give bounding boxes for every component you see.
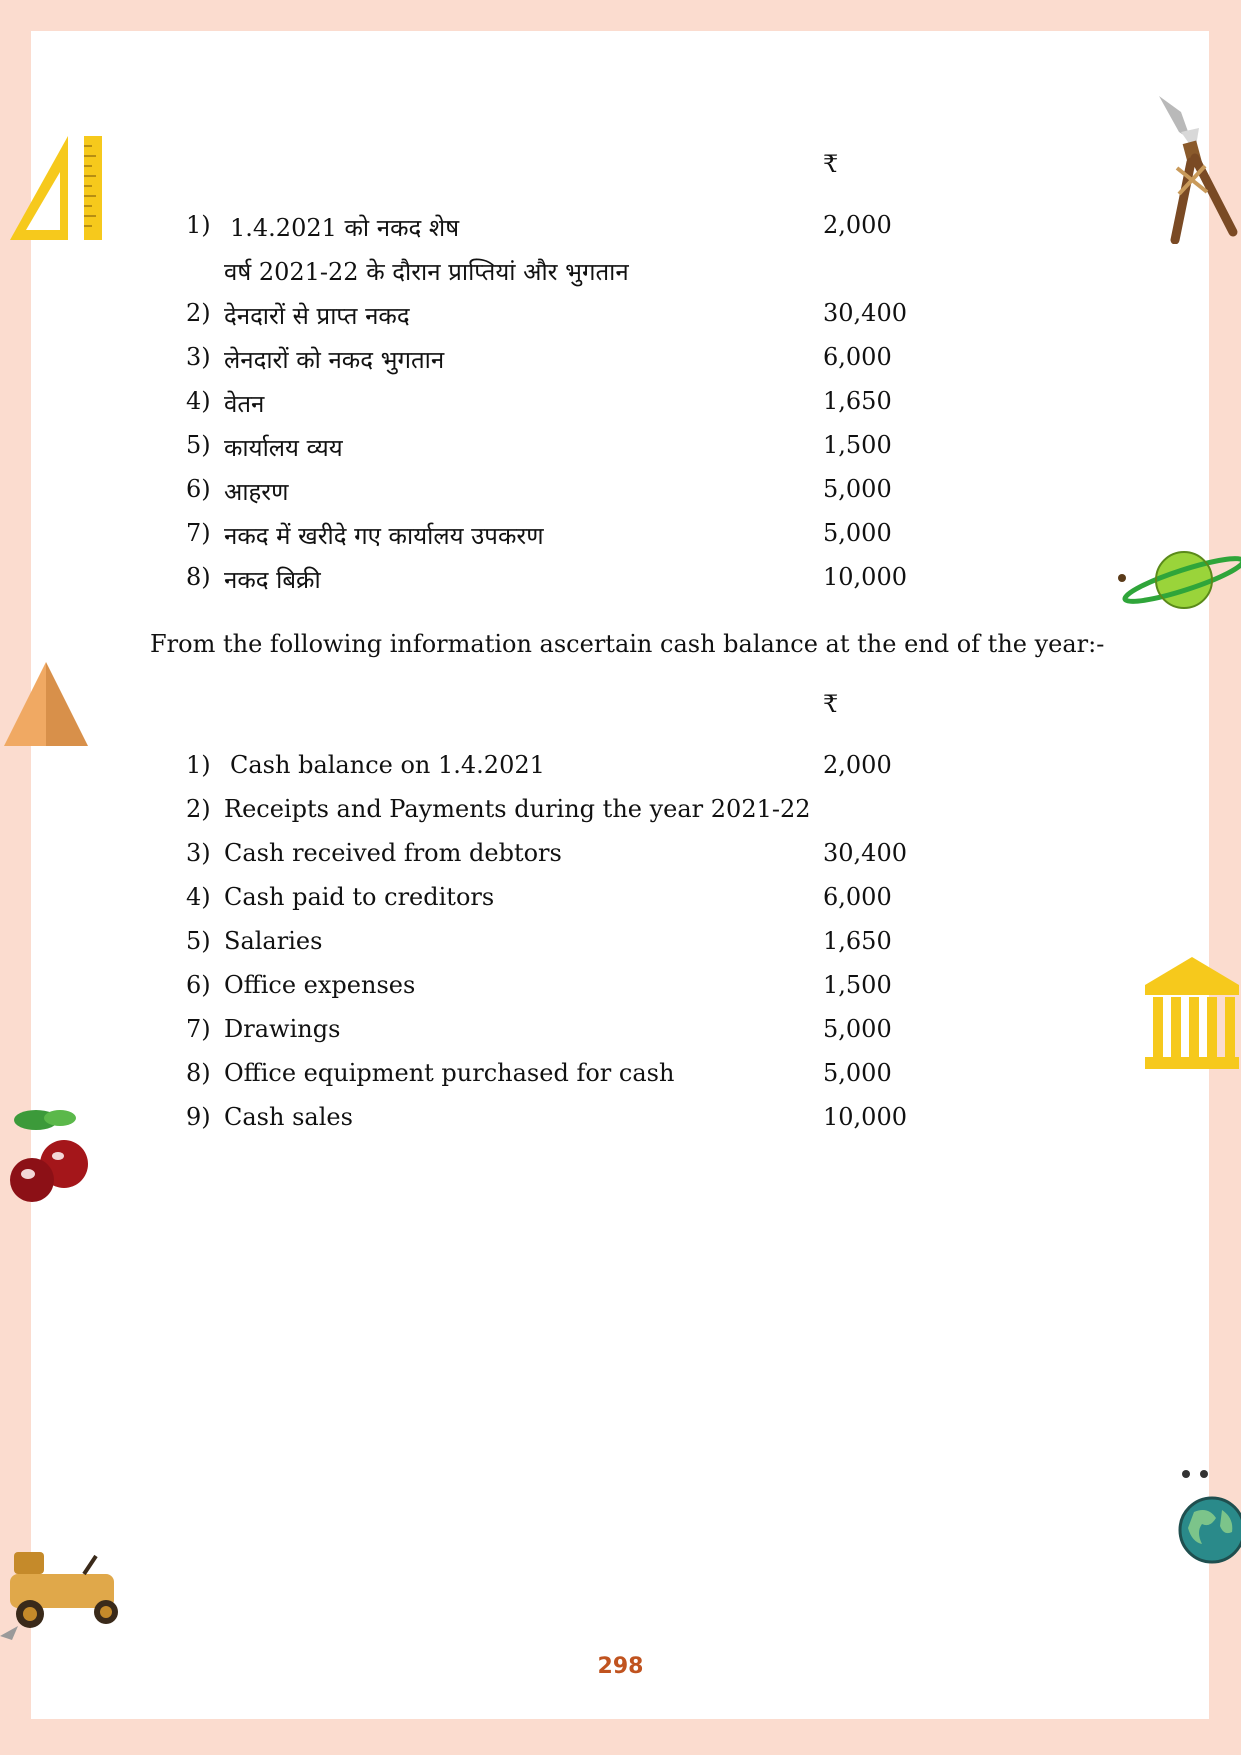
list-item xyxy=(0,971,1241,1015)
item-label: Cash balance on 1.4.2021 xyxy=(230,751,545,779)
list-item xyxy=(0,299,1241,343)
list-item xyxy=(0,1015,1241,1059)
item-amount: 1,500 xyxy=(823,971,892,999)
list-item xyxy=(0,883,1241,927)
item-number: 4) xyxy=(186,387,211,415)
item-number: 2) xyxy=(186,299,211,327)
item-amount: 30,400 xyxy=(823,839,907,867)
list-item xyxy=(0,927,1241,971)
item-number: 5) xyxy=(186,927,211,955)
list-item xyxy=(0,563,1241,607)
item-number: 6) xyxy=(186,475,211,503)
list-item xyxy=(0,431,1241,475)
question-intro-text: From the following information ascertain cash balance at the end of the year:- xyxy=(150,630,1105,658)
item-label: वर्ष 2021-22 के दौरान प्राप्तियां और भुगतान xyxy=(224,258,629,286)
vintage-car-icon xyxy=(0,1548,130,1644)
item-amount: 5,000 xyxy=(823,475,892,503)
item-label: Office equipment purchased for cash xyxy=(224,1059,675,1087)
list-item xyxy=(0,475,1241,519)
item-label: 1.4.2021 को नकद शेष xyxy=(230,214,460,242)
item-label: आहरण xyxy=(224,478,289,506)
item-number: 2) xyxy=(186,795,211,823)
item-amount: 30,400 xyxy=(823,299,907,327)
item-number: 7) xyxy=(186,519,211,547)
item-amount: 2,000 xyxy=(823,211,892,239)
item-number: 1) xyxy=(186,211,211,239)
item-label: Receipts and Payments during the year 2021-22 xyxy=(224,795,811,823)
item-number: 8) xyxy=(186,1059,211,1087)
list-item xyxy=(0,387,1241,431)
item-label: वेतन xyxy=(224,390,265,418)
item-label: Cash received from debtors xyxy=(224,839,562,867)
item-label: Salaries xyxy=(224,927,323,955)
item-label: नकद में खरीदे गए कार्यालय उपकरण xyxy=(224,522,544,550)
item-amount: 5,000 xyxy=(823,1059,892,1087)
list-item xyxy=(0,343,1241,387)
item-amount: 1,500 xyxy=(823,431,892,459)
item-amount: 1,650 xyxy=(823,927,892,955)
list-item xyxy=(0,519,1241,563)
item-label: Office expenses xyxy=(224,971,416,999)
item-label: देनदारों से प्राप्त नकद xyxy=(224,302,410,330)
list-item xyxy=(0,255,1241,299)
list-item xyxy=(0,1103,1241,1147)
list-item xyxy=(0,211,1241,255)
item-number: 8) xyxy=(186,563,211,591)
item-amount: 5,000 xyxy=(823,519,892,547)
item-number: 5) xyxy=(186,431,211,459)
item-number: 7) xyxy=(186,1015,211,1043)
item-number: 6) xyxy=(186,971,211,999)
list-item xyxy=(0,795,1241,839)
item-number: 9) xyxy=(186,1103,211,1131)
item-amount: 6,000 xyxy=(823,343,892,371)
item-number: 4) xyxy=(186,883,211,911)
currency-header-english: ₹ xyxy=(823,690,839,718)
list-item xyxy=(0,751,1241,795)
item-label: Drawings xyxy=(224,1015,341,1043)
item-number: 3) xyxy=(186,343,211,371)
page-number: 298 xyxy=(597,1654,644,1679)
list-item xyxy=(0,839,1241,883)
item-amount: 10,000 xyxy=(823,1103,907,1131)
item-label: कार्यालय व्यय xyxy=(224,434,343,462)
currency-header-hindi: ₹ xyxy=(823,150,839,178)
item-number: 3) xyxy=(186,839,211,867)
item-label: नकद बिक्री xyxy=(224,566,321,594)
item-number: 1) xyxy=(186,751,211,779)
item-amount: 2,000 xyxy=(823,751,892,779)
list-item xyxy=(0,1059,1241,1103)
item-label: Cash paid to creditors xyxy=(224,883,495,911)
item-label: Cash sales xyxy=(224,1103,353,1131)
item-label: लेनदारों को नकद भुगतान xyxy=(224,346,445,374)
pyramid-icon xyxy=(2,660,90,748)
item-amount: 10,000 xyxy=(823,563,907,591)
item-amount: 1,650 xyxy=(823,387,892,415)
item-amount: 5,000 xyxy=(823,1015,892,1043)
globe-icon xyxy=(1172,1466,1241,1570)
item-amount: 6,000 xyxy=(823,883,892,911)
